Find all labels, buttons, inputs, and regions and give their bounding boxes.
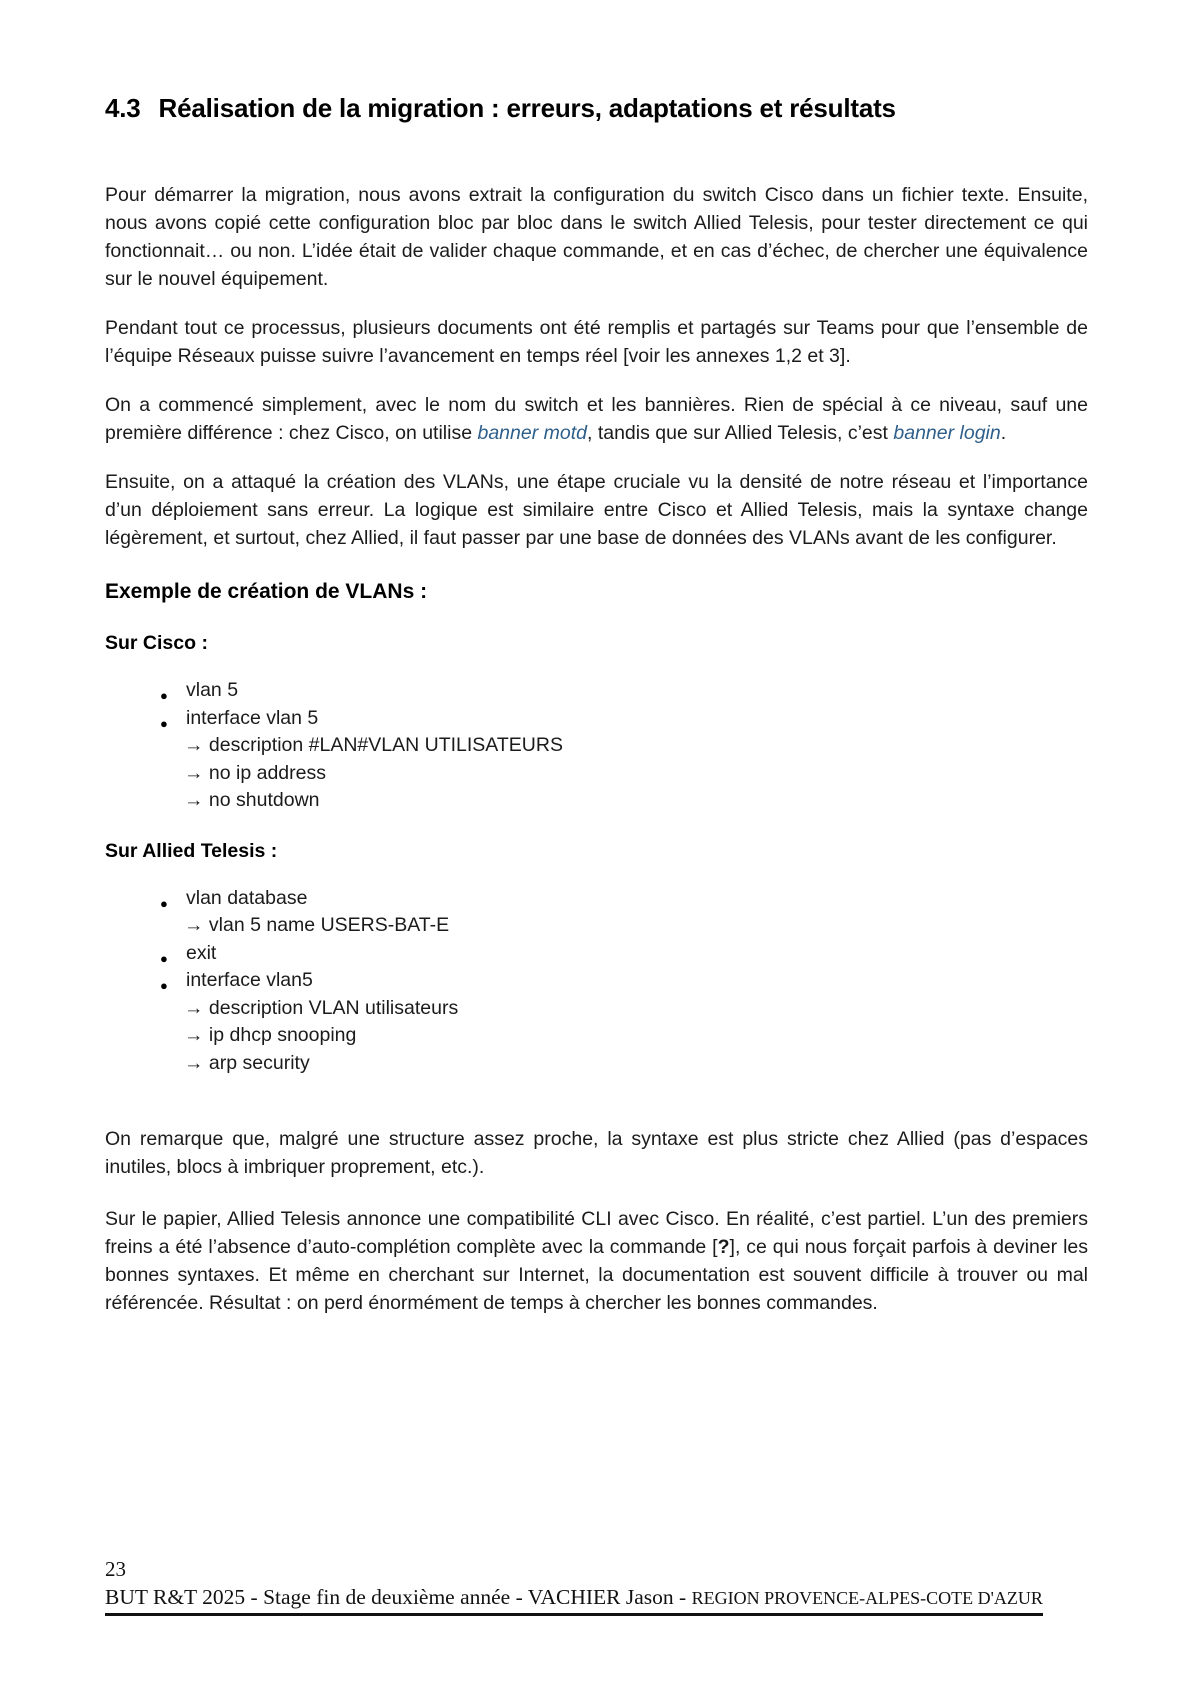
page-footer: [105, 1556, 1043, 1616]
paragraph-banners-text: On a commencé simplement, avec le nom du switch et les bannières. Rien de spécial à ce niveau, sauf une première différence : chez Cisco, on utilise: [105, 394, 1088, 444]
allied-label: Sur Allied Telesis :: [105, 839, 278, 862]
list-item: ● exit: [105, 940, 1088, 968]
sub-command-line: → vlan 5 name USERS-BAT-E: [184, 914, 450, 936]
paragraph-vlans-creation: Ensuite, on a attaqué la création des VLANs, une étape cruciale vu la densité de notre réseau et l’importance d’un déploiement sans erreur. La logique est similaire entre Cisco et Allied Telesis, mais la syntaxe change légèrement, et surtout, chez Allied, il faut passer par une base de données des VLANs avant de les configurer.: [105, 471, 1088, 549]
sub-command-line: → description #LAN#VLAN UTILISATEURS: [184, 734, 563, 756]
sub-command-line: → no shutdown: [184, 789, 320, 811]
banner-motd-term: banner motd: [477, 422, 587, 444]
question-mark-command: ?: [717, 1236, 730, 1258]
paragraph-cli-end: ], ce qui nous forçait parfois à deviner les bonnes syntaxes. Et même en cherchant sur Internet, la documentation est souvent difficile à trouver ou mal référencée. Résultat : on perd énormément de temps à chercher les bonnes commandes.: [105, 1236, 1088, 1314]
sub-command-line: → no ip address: [184, 761, 326, 784]
footer-line: [105, 1585, 1043, 1616]
section-number: 4.3: [105, 93, 141, 123]
list-item: ● interface vlan5: [105, 967, 1088, 995]
cisco-label: Sur Cisco :: [105, 632, 208, 654]
section-heading: [105, 91, 1088, 125]
paragraph-banners-end: .: [1000, 422, 1007, 444]
list-item: ● vlan 5: [105, 677, 1088, 705]
sub-command-line: → ip dhcp snooping: [184, 1024, 357, 1046]
list-item: ● vlan database: [105, 885, 1088, 913]
vertical-spacer: [105, 1077, 1088, 1104]
paragraph-migration-start: Pour démarrer la migration, nous avons extrait la configuration du switch Cisco dans un fichier texte. Ensuite, nous avons copié cette configuration bloc par bloc dans le switch Allied Telesis, pour tester directement ce qui fonctionnait… ou non. L’idée était de valider chaque commande, et en cas d’échec, de chercher une équivalence sur le nouvel équipement.: [105, 184, 1088, 290]
page-number: 23: [105, 1557, 126, 1581]
sub-command-line: → description VLAN utilisateurs: [184, 996, 459, 1019]
example-heading: Exemple de création de VLANs :: [105, 580, 428, 603]
paragraph-banners-mid: , tandis que sur Allied Telesis, c’est: [586, 422, 894, 444]
list-item: ● interface vlan 5: [105, 705, 1088, 733]
allied-command-list: [105, 885, 1088, 1078]
paragraph-banners: [105, 391, 1088, 447]
paragraph-cli-compat: [105, 1205, 1088, 1317]
paragraph-cli-text: Sur le papier, Allied Telesis annonce une compatibilité CLI avec Cisco. En réalité, c’est partiel. L’un des premiers freins a été l’absence d’auto-complétion complète avec la commande [: [105, 1208, 1088, 1258]
banner-login-term: banner login: [893, 422, 1001, 444]
footer-region-text: REGION PROVENCE-ALPES-COTE D'AZUR: [691, 1588, 1043, 1608]
footer-main-text: BUT R&T 2025 - Stage fin de deuxième année - VACHIER Jason -: [105, 1585, 692, 1609]
cisco-command-list: [105, 677, 1088, 815]
paragraph-syntax-strict: On remarque que, malgré une structure assez proche, la syntaxe est plus stricte chez Allied (pas d’espaces inutiles, blocs à imbriquer proprement, etc.).: [105, 1128, 1088, 1178]
paragraph-teams-docs: Pendant tout ce processus, plusieurs documents ont été remplis et partagés sur Teams pour que l’ensemble de l’équipe Réseaux puisse suivre l’avancement en temps réel [voir les annexes 1,2 et 3].: [105, 317, 1088, 367]
section-title-text: Réalisation de la migration : erreurs, adaptations et résultats: [158, 93, 896, 123]
sub-command-line: → arp security: [184, 1051, 310, 1074]
